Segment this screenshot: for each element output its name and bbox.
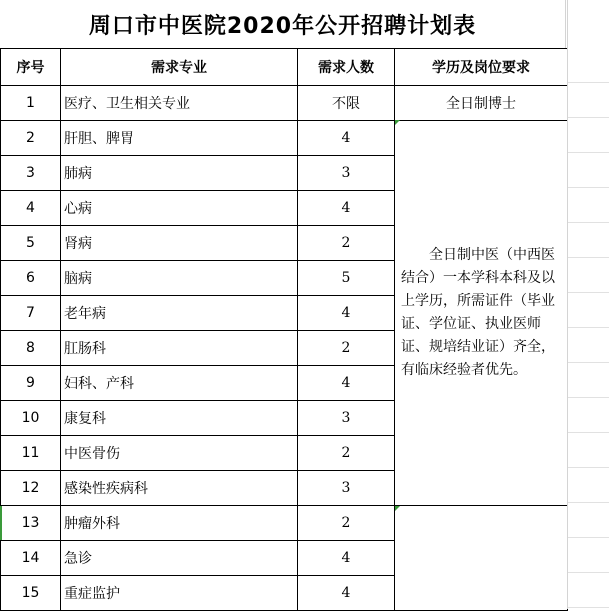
cell-major[interactable]: 妇科、产科 (61, 366, 298, 401)
cell-count[interactable]: 不限 (298, 86, 395, 121)
cell-count[interactable]: 3 (298, 156, 395, 191)
cell-note-marker (395, 120, 400, 125)
recruitment-table (0, 48, 568, 611)
cell-major[interactable]: 肺病 (61, 156, 298, 191)
gridline (567, 0, 568, 609)
cell-major[interactable]: 急诊 (61, 541, 298, 576)
cell-requirement[interactable]: 全日制博士 (395, 86, 568, 121)
cell-count[interactable]: 2 (298, 331, 395, 366)
cell-no[interactable]: 10 (1, 401, 61, 436)
cell-major[interactable]: 重症监护 (61, 576, 298, 611)
merged-requirement-cell-lower[interactable] (395, 506, 568, 611)
cell-no[interactable]: 11 (1, 436, 61, 471)
cell-no[interactable]: 5 (1, 226, 61, 261)
cell-major[interactable]: 肛肠科 (61, 331, 298, 366)
cell-count[interactable]: 4 (298, 541, 395, 576)
cell-no[interactable]: 4 (1, 191, 61, 226)
header-cell-no[interactable]: 序号 (1, 49, 61, 86)
cell-no[interactable]: 6 (1, 261, 61, 296)
cell-count[interactable]: 4 (298, 191, 395, 226)
cell-no[interactable]: 8 (1, 331, 61, 366)
cell-major[interactable]: 心病 (61, 191, 298, 226)
cell-count[interactable]: 3 (298, 401, 395, 436)
cell-major[interactable]: 中医骨伤 (61, 436, 298, 471)
cell-count[interactable]: 4 (298, 296, 395, 331)
cell-count[interactable]: 4 (298, 366, 395, 401)
cell-no[interactable]: 7 (1, 296, 61, 331)
cell-count[interactable]: 3 (298, 471, 395, 506)
gridline (565, 0, 566, 48)
cell-major[interactable]: 肝胆、脾胃 (61, 121, 298, 156)
merged-requirement-text: 全日制中医（中西医结合）一本学科本科及以上学历，所需证件（毕业证、学位证、执业医师证、规培结业证）齐全，有临床经验者优先。 (401, 247, 555, 378)
cell-major[interactable]: 肾病 (61, 226, 298, 261)
table-row (1, 506, 568, 541)
sheet-title[interactable]: 周口市中医院2020年公开招聘计划表 (88, 13, 477, 39)
cell-count[interactable]: 2 (298, 226, 395, 261)
cell-no[interactable]: 12 (1, 471, 61, 506)
cell-major[interactable]: 康复科 (61, 401, 298, 436)
cell-count[interactable]: 2 (298, 436, 395, 471)
cell-major[interactable]: 肿瘤外科 (61, 506, 298, 541)
header-cell-major[interactable]: 需求专业 (61, 49, 298, 86)
cell-no[interactable]: 2 (1, 121, 61, 156)
empty-column-grid (567, 48, 609, 609)
cell-no[interactable]: 14 (1, 541, 61, 576)
cell-note-marker (395, 506, 400, 511)
table-header-row (1, 49, 568, 86)
cell-count[interactable]: 4 (298, 576, 395, 611)
cell-major[interactable]: 脑病 (61, 261, 298, 296)
cell-no[interactable]: 15 (1, 576, 61, 611)
cell-no[interactable]: 13 (1, 506, 61, 541)
header-cell-requirement[interactable]: 学历及岗位要求 (395, 49, 568, 86)
row-selection-marker (0, 506, 2, 540)
cell-major[interactable]: 老年病 (61, 296, 298, 331)
table-row (1, 86, 568, 121)
cell-count[interactable]: 5 (298, 261, 395, 296)
header-cell-count[interactable]: 需求人数 (298, 49, 395, 86)
cell-no[interactable]: 9 (1, 366, 61, 401)
cell-count[interactable]: 2 (298, 506, 395, 541)
cell-major[interactable]: 医疗、卫生相关专业 (61, 86, 298, 121)
cell-no[interactable]: 1 (1, 86, 61, 121)
cell-count[interactable]: 4 (298, 121, 395, 156)
cell-no[interactable]: 3 (1, 156, 61, 191)
merged-requirement-cell[interactable] (395, 121, 568, 506)
table-row (1, 121, 568, 156)
cell-major[interactable]: 感染性疾病科 (61, 471, 298, 506)
